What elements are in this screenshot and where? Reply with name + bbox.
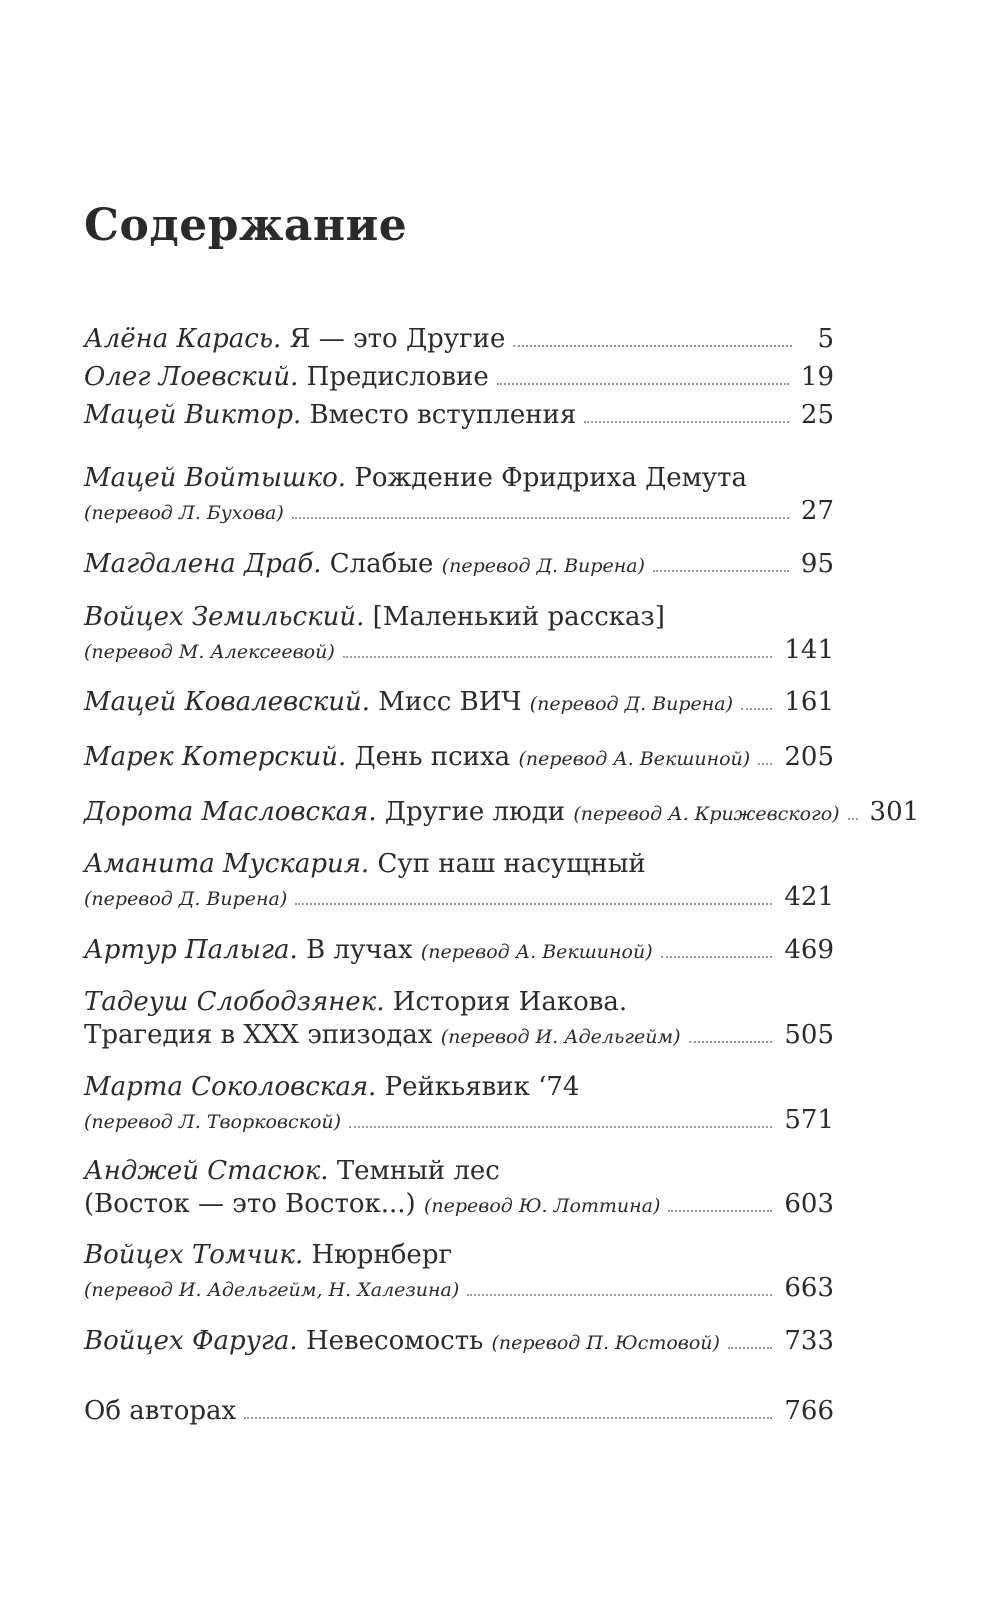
page-number: 25 [800, 400, 834, 430]
entry-author: Войцех Фаруга. [84, 1326, 298, 1356]
entry-author: Войцех Томчик. [84, 1240, 304, 1270]
dot-leader [758, 762, 772, 765]
page-number: 766 [784, 1396, 834, 1426]
dot-leader [689, 1040, 773, 1043]
entry-title: Слабые [329, 549, 434, 579]
entry-title: Я — это Другие [289, 324, 506, 354]
entry-title-cont: Трагедия в XXX эпизодах [84, 1020, 433, 1050]
page-number: 663 [784, 1273, 834, 1303]
dot-leader [343, 655, 773, 658]
dot-leader [244, 1416, 772, 1419]
toc-entry [84, 848, 834, 914]
entry-author: Марек Котерский. [84, 742, 347, 772]
dot-leader [295, 902, 772, 905]
dot-leader [848, 817, 858, 820]
entry-translator: (перевод А. Крижевского) [573, 803, 840, 825]
entry-translator: (перевод Д. Вирена) [441, 555, 645, 577]
page-title: Содержание [84, 200, 408, 251]
toc-entry [84, 548, 834, 581]
toc-entry [84, 796, 920, 829]
toc-entry [84, 361, 834, 394]
page-number: 95 [800, 549, 834, 579]
entry-title-cont: (Восток — это Восток...) [84, 1189, 416, 1219]
dot-leader [467, 1293, 772, 1296]
entry-translator: (перевод Д. Вирена) [529, 693, 734, 715]
page-number: 141 [784, 635, 834, 665]
entry-translator: (перевод М. Алексеевой) [84, 641, 335, 663]
entry-title: Об авторах [84, 1396, 237, 1426]
dot-leader [584, 420, 789, 423]
entry-title: Вместо вступления [309, 400, 577, 430]
page-number: 19 [800, 362, 834, 392]
entry-title: Невесомость [305, 1326, 484, 1356]
toc-entry [84, 1395, 834, 1428]
entry-title: Предисловие [306, 362, 489, 392]
page-number: 421 [784, 882, 834, 912]
entry-author: Тадеуш Слободзянек. [84, 987, 385, 1017]
dot-leader [513, 344, 792, 347]
entry-author: Мацей Ковалевский. [84, 687, 370, 717]
entry-author: Дорота Масловская. [84, 797, 377, 827]
entry-author: Аманита Мускария. [84, 849, 370, 879]
toc-entry [84, 1325, 834, 1358]
dot-leader [668, 1209, 772, 1212]
entry-author: Алёна Карась. [84, 324, 282, 354]
page-number: 5 [817, 324, 834, 354]
entry-translator: (перевод И. Адельгейм) [440, 1026, 681, 1048]
entry-title: Суп наш насущный [377, 849, 646, 879]
toc-entry [84, 741, 834, 774]
entry-title: Нюрнберг [311, 1240, 453, 1270]
entry-author: Марта Соколовская. [84, 1072, 377, 1102]
entry-author: Мацей Войтышко. [84, 463, 347, 493]
dot-leader [292, 516, 789, 519]
entry-translator: (перевод П. Юстовой) [491, 1332, 720, 1354]
toc-entry [84, 934, 834, 967]
toc-entry [84, 986, 834, 1052]
dot-leader [349, 1125, 772, 1128]
entry-title: Темный лес [336, 1156, 500, 1186]
toc-entry [84, 1155, 834, 1221]
entry-author: Магдалена Драб. [84, 549, 322, 579]
toc-entry [84, 399, 834, 432]
dot-leader [653, 569, 789, 572]
toc-entry [84, 1071, 834, 1137]
page-number: 27 [800, 496, 834, 526]
entry-title: Рейкьявик ‘74 [384, 1072, 580, 1102]
entry-title: Рождение Фридриха Демута [354, 463, 748, 493]
entry-title: День психа [354, 742, 511, 772]
entry-author: Мацей Виктор. [84, 400, 302, 430]
dot-leader [728, 1346, 772, 1349]
page-number: 205 [784, 742, 834, 772]
entry-author: Артур Палыга. [84, 935, 298, 965]
dot-leader [661, 955, 773, 958]
toc-entry [84, 462, 834, 528]
dot-leader [741, 707, 772, 710]
entry-title: Другие люди [384, 797, 566, 827]
page-number: 301 [869, 797, 920, 827]
entry-translator: (перевод А. Векшиной) [420, 941, 653, 963]
entry-translator: (перевод И. Адельгейм, Н. Халезина) [84, 1279, 460, 1301]
toc-entry [84, 601, 834, 667]
entry-author: Анджей Стасюк. [84, 1156, 329, 1186]
entry-translator: (перевод Л. Творковской) [84, 1111, 342, 1133]
entry-translator: (перевод Ю. Лоттина) [423, 1195, 661, 1217]
toc-entry [84, 1239, 834, 1305]
page-number: 505 [784, 1020, 834, 1050]
entry-author: Олег Лоевский. [84, 362, 299, 392]
toc-entry [84, 686, 834, 719]
entry-translator: (перевод А. Векшиной) [518, 748, 751, 770]
toc-entry [84, 323, 834, 356]
page-number: 571 [784, 1105, 834, 1135]
entry-title: В лучах [306, 935, 413, 965]
page-number: 733 [784, 1326, 834, 1356]
dot-leader [497, 382, 789, 385]
entry-author: Войцех Земильский. [84, 602, 365, 632]
entry-title: История Иакова. [392, 987, 628, 1017]
entry-title: Мисс ВИЧ [378, 687, 522, 717]
entry-translator: (перевод Л. Бухова) [84, 502, 284, 524]
page-number: 161 [784, 687, 834, 717]
entry-translator: (перевод Д. Вирена) [84, 888, 288, 910]
page-number: 469 [784, 935, 834, 965]
entry-title: [Маленький рассказ] [372, 602, 665, 632]
page-number: 603 [784, 1189, 834, 1219]
